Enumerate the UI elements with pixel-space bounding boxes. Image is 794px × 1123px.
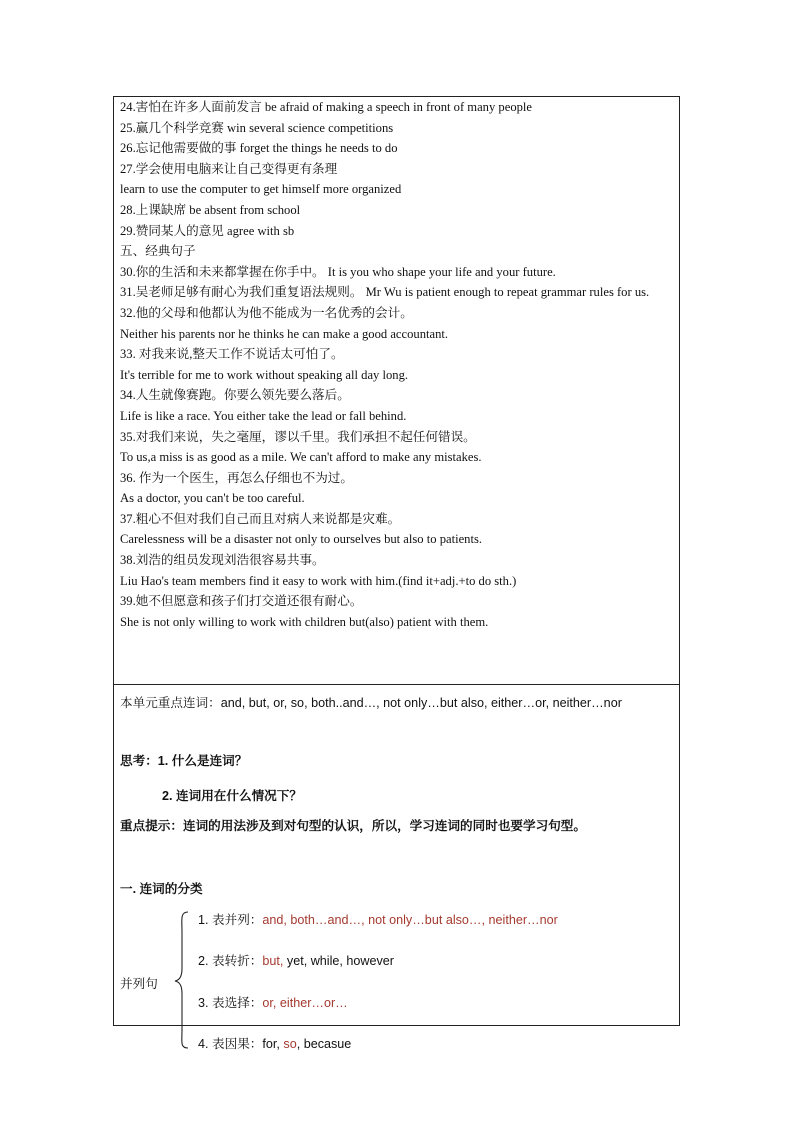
sentence-line: 38.刘浩的组员发现刘浩很容易共事。 [120,553,325,568]
category-words: yet, while, however [283,954,395,968]
category-label: 3. 表选择： [198,996,263,1010]
category-words: for, [262,1037,284,1051]
category-words: or, either…or… [262,996,348,1010]
table-divider [113,684,680,685]
sentence-line: 39.她不但愿意和孩子们打交道还很有耐心。 [120,594,363,609]
category-words: and, both…and…, not only…but also…, neither…nor [262,913,558,927]
category-item [198,909,558,928]
category-label: 2. 表转折： [198,954,263,968]
sentence-line: Carelessness will be a disaster not only to ourselves but also to patients. [120,532,483,547]
sentence-line: 34.人生就像赛跑。你要么领先要么落后。 [120,388,350,403]
category-item [198,950,394,969]
sentence-line: 33. 对我来说,整天工作不说话太可怕了。 [120,347,344,362]
sentence-line: Life is like a race. You either take the lead or fall behind. [120,408,407,423]
think-question-2: 2. 连词用在什么情况下？ [162,789,302,803]
phrase-line: 29.赞同某人的意见 agree with sb [120,223,295,238]
sentence-line: 36. 作为一个医生，再怎么仔细也不为过。 [120,470,353,485]
think-question-1: 思考：1. 什么是连词？ [120,754,248,768]
category-words: so [283,1037,297,1051]
phrase-line: 26.忘记他需要做的事 forget the things he needs to do [120,141,398,156]
curly-brace-icon [172,910,192,1050]
phrase-line: learn to use the computer to get himself more organized [120,182,402,197]
phrase-line: 27.学会使用电脑来让自己变得更有条理 [120,161,338,176]
sentence-line: 32.他的父母和他都认为他不能成为一名优秀的会计。 [120,305,413,320]
category-item [198,1033,351,1052]
sentence-line: She is not only willing to work with children but(also) patient with them. [120,614,489,629]
sentence-line: It's terrible for me to work without speaking all day long. [120,367,409,382]
sentence-line: 35.对我们来说，失之毫厘，谬以千里。我们承担不起任何错误。 [120,429,476,444]
phrase-line: 28.上课缺席 be absent from school [120,202,301,217]
sentence-line: As a doctor, you can't be too careful. [120,491,305,506]
sentence-line: 30.你的生活和未来都掌握在你手中。 It is you who shape your life and your future. [120,264,556,279]
sentence-line: 31.吴老师足够有耐心为我们重复语法规则。 Mr Wu is patient enough to repeat grammar rules for us. [120,285,650,300]
sentence-line: Liu Hao's team members find it easy to work with him.(find it+adj.+to do sth.) [120,573,517,588]
key-conjunctions: 本单元重点连词：and, but, or, so, both..and…, not only…but also, either…or, neither…nor [120,696,622,710]
phrase-line: 24.害怕在许多人面前发言 be afraid of making a speech in front of many people [120,100,532,114]
sentence-line: Neither his parents nor he thinks he can make a good accountant. [120,326,449,341]
section-heading: 五、经典句子 [120,244,196,259]
category-label: 1. 表并列： [198,913,263,927]
phrase-line: 25.赢几个科学竞赛 win several science competitions [120,120,394,135]
category-words: but, [262,954,284,968]
category-label: 4. 表因果： [198,1037,263,1051]
sentence-line: 37.粗心不但对我们自己而且对病人来说都是灾难。 [120,511,401,526]
section-heading: 一. 连词的分类 [120,882,203,896]
sentence-line: To us,a miss is as good as a mile. We can't afford to make any mistakes. [120,450,482,465]
grammar-section [120,688,676,896]
key-tip: 重点提示：连词的用法涉及到对句型的认识，所以，学习连词的同时也要学习句型。 [120,819,586,833]
group-label: 并列句 [120,977,158,991]
vocabulary-section [120,97,676,632]
category-item [198,992,348,1011]
category-words: , becasue [296,1037,352,1051]
